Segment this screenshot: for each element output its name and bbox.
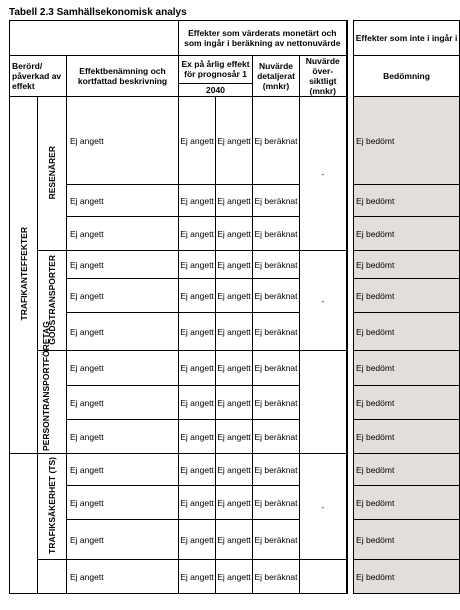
- pv-cell: Ej beräknat: [253, 420, 300, 454]
- pv-cell: Ej beräknat: [253, 251, 300, 279]
- value-cell: Ej angett: [179, 520, 216, 560]
- pv-cell: Ej beräknat: [253, 486, 300, 520]
- table-row: [10, 351, 460, 386]
- pv-overview-dash: -: [300, 251, 347, 351]
- value-cell: Ej angett: [179, 420, 216, 454]
- table-row: [10, 185, 460, 217]
- pv-overview-dash: -: [300, 97, 347, 251]
- pv-overview-dash: -: [300, 454, 347, 560]
- header-monetary-group: Effekter som värderats monetärt och som ingår i beräkning av nettonuvärde: [179, 21, 347, 56]
- header-annual-effect: Ex på årlig effekt för prognosår 1: [179, 56, 253, 84]
- value-cell: Ej angett: [216, 185, 253, 217]
- pv-cell: Ej beräknat: [253, 520, 300, 560]
- effect-cell: Ej angett: [67, 454, 179, 486]
- assessment-cell: Ej bedömt: [354, 560, 460, 594]
- header-year: 2040: [179, 83, 253, 96]
- assessment-cell: Ej bedömt: [354, 251, 460, 279]
- assessment-cell: Ej bedömt: [354, 97, 460, 185]
- value-cell: Ej angett: [179, 454, 216, 486]
- effect-cell: Ej angett: [67, 97, 179, 185]
- table-row: [10, 251, 460, 279]
- assessment-cell: Ej bedömt: [354, 486, 460, 520]
- value-cell: Ej angett: [216, 520, 253, 560]
- table-row: [10, 217, 460, 251]
- value-cell: Ej angett: [216, 251, 253, 279]
- assessment-cell: Ej bedömt: [354, 420, 460, 454]
- effect-cell: Ej angett: [67, 251, 179, 279]
- assessment-cell: Ej bedömt: [354, 279, 460, 313]
- value-cell: Ej angett: [216, 486, 253, 520]
- value-cell: Ej angett: [179, 486, 216, 520]
- assessment-cell: Ej bedömt: [354, 454, 460, 486]
- group-traffic: TRAFIKANTEFFEKTER: [10, 97, 38, 454]
- table-row: [10, 520, 460, 560]
- pv-cell: Ej beräknat: [253, 560, 300, 594]
- value-cell: Ej angett: [179, 185, 216, 217]
- value-cell: Ej angett: [179, 97, 216, 185]
- effect-cell: Ej angett: [67, 385, 179, 420]
- value-cell: Ej angett: [179, 313, 216, 351]
- pv-cell: Ej beräknat: [253, 279, 300, 313]
- value-cell: Ej angett: [179, 385, 216, 420]
- effect-cell: Ej angett: [67, 520, 179, 560]
- pv-cell: Ej beräknat: [253, 185, 300, 217]
- table-row: [10, 385, 460, 420]
- table-row: [10, 313, 460, 351]
- pv-overview-blank: [300, 560, 347, 594]
- table-row: [10, 486, 460, 520]
- value-cell: Ej angett: [216, 279, 253, 313]
- value-cell: Ej angett: [216, 420, 253, 454]
- table-title: Tabell 2.3 Samhällsekonomisk analys: [9, 7, 187, 18]
- effect-cell: Ej angett: [67, 351, 179, 386]
- pv-cell: Ej beräknat: [253, 313, 300, 351]
- header-pv-detailed: Nuvärde detaljerat (mnkr): [253, 56, 300, 97]
- value-cell: Ej angett: [216, 217, 253, 251]
- value-cell: Ej angett: [216, 385, 253, 420]
- value-cell: Ej angett: [179, 560, 216, 594]
- analysis-table-wrapper: [9, 20, 458, 610]
- header-assessment: Bedömning: [354, 56, 460, 97]
- assessment-cell: Ej bedömt: [354, 313, 460, 351]
- pv-cell: Ej beräknat: [253, 454, 300, 486]
- column-gap: [347, 21, 354, 594]
- table-row: [10, 560, 460, 594]
- effect-cell: Ej angett: [67, 313, 179, 351]
- effect-cell: Ej angett: [67, 420, 179, 454]
- value-cell: Ej angett: [216, 351, 253, 386]
- header-affected: Berörd/ påverkad av effekt: [10, 56, 67, 97]
- table-row: [10, 454, 460, 486]
- pv-cell: Ej beräknat: [253, 217, 300, 251]
- header-pv-overview: Nuvärde över-siktligt (mnkr): [300, 56, 347, 97]
- value-cell: Ej angett: [179, 251, 216, 279]
- value-cell: Ej angett: [179, 351, 216, 386]
- header-nonmonetary-group: Effekter som inte i ingår i: [354, 21, 460, 56]
- effect-cell: Ej angett: [67, 560, 179, 594]
- value-cell: Ej angett: [216, 454, 253, 486]
- group-blank: [10, 454, 38, 594]
- assessment-cell: Ej bedömt: [354, 385, 460, 420]
- effect-cell: Ej angett: [67, 279, 179, 313]
- assessment-cell: Ej bedömt: [354, 520, 460, 560]
- table-row: [10, 420, 460, 454]
- pv-cell: Ej beräknat: [253, 97, 300, 185]
- header-effect-name: Effektbenämning och kortfattad beskrivning: [67, 56, 179, 97]
- value-cell: Ej angett: [216, 313, 253, 351]
- group-travellers: RESENÄRER: [38, 97, 67, 251]
- table-row: [10, 97, 460, 185]
- effect-cell: Ej angett: [67, 185, 179, 217]
- assessment-cell: Ej bedömt: [354, 185, 460, 217]
- group-pt-companies: PERSONTRANSPORTFÖRETAG: [38, 351, 67, 454]
- header-blank: [10, 21, 179, 56]
- effect-cell: Ej angett: [67, 486, 179, 520]
- value-cell: Ej angett: [216, 560, 253, 594]
- effect-cell: Ej angett: [67, 217, 179, 251]
- value-cell: Ej angett: [179, 279, 216, 313]
- group-blank: [38, 560, 67, 594]
- pv-cell: Ej beräknat: [253, 385, 300, 420]
- value-cell: Ej angett: [216, 97, 253, 185]
- group-freight: GODSTRANSPORTER: [38, 251, 67, 351]
- analysis-table: [9, 20, 460, 594]
- assessment-cell: Ej bedömt: [354, 351, 460, 386]
- pv-overview-blank: [300, 351, 347, 454]
- table-row: [10, 279, 460, 313]
- assessment-cell: Ej bedömt: [354, 217, 460, 251]
- pv-cell: Ej beräknat: [253, 351, 300, 386]
- value-cell: Ej angett: [179, 217, 216, 251]
- group-safety: TRAFIKSÄKERHET (TS): [38, 454, 67, 560]
